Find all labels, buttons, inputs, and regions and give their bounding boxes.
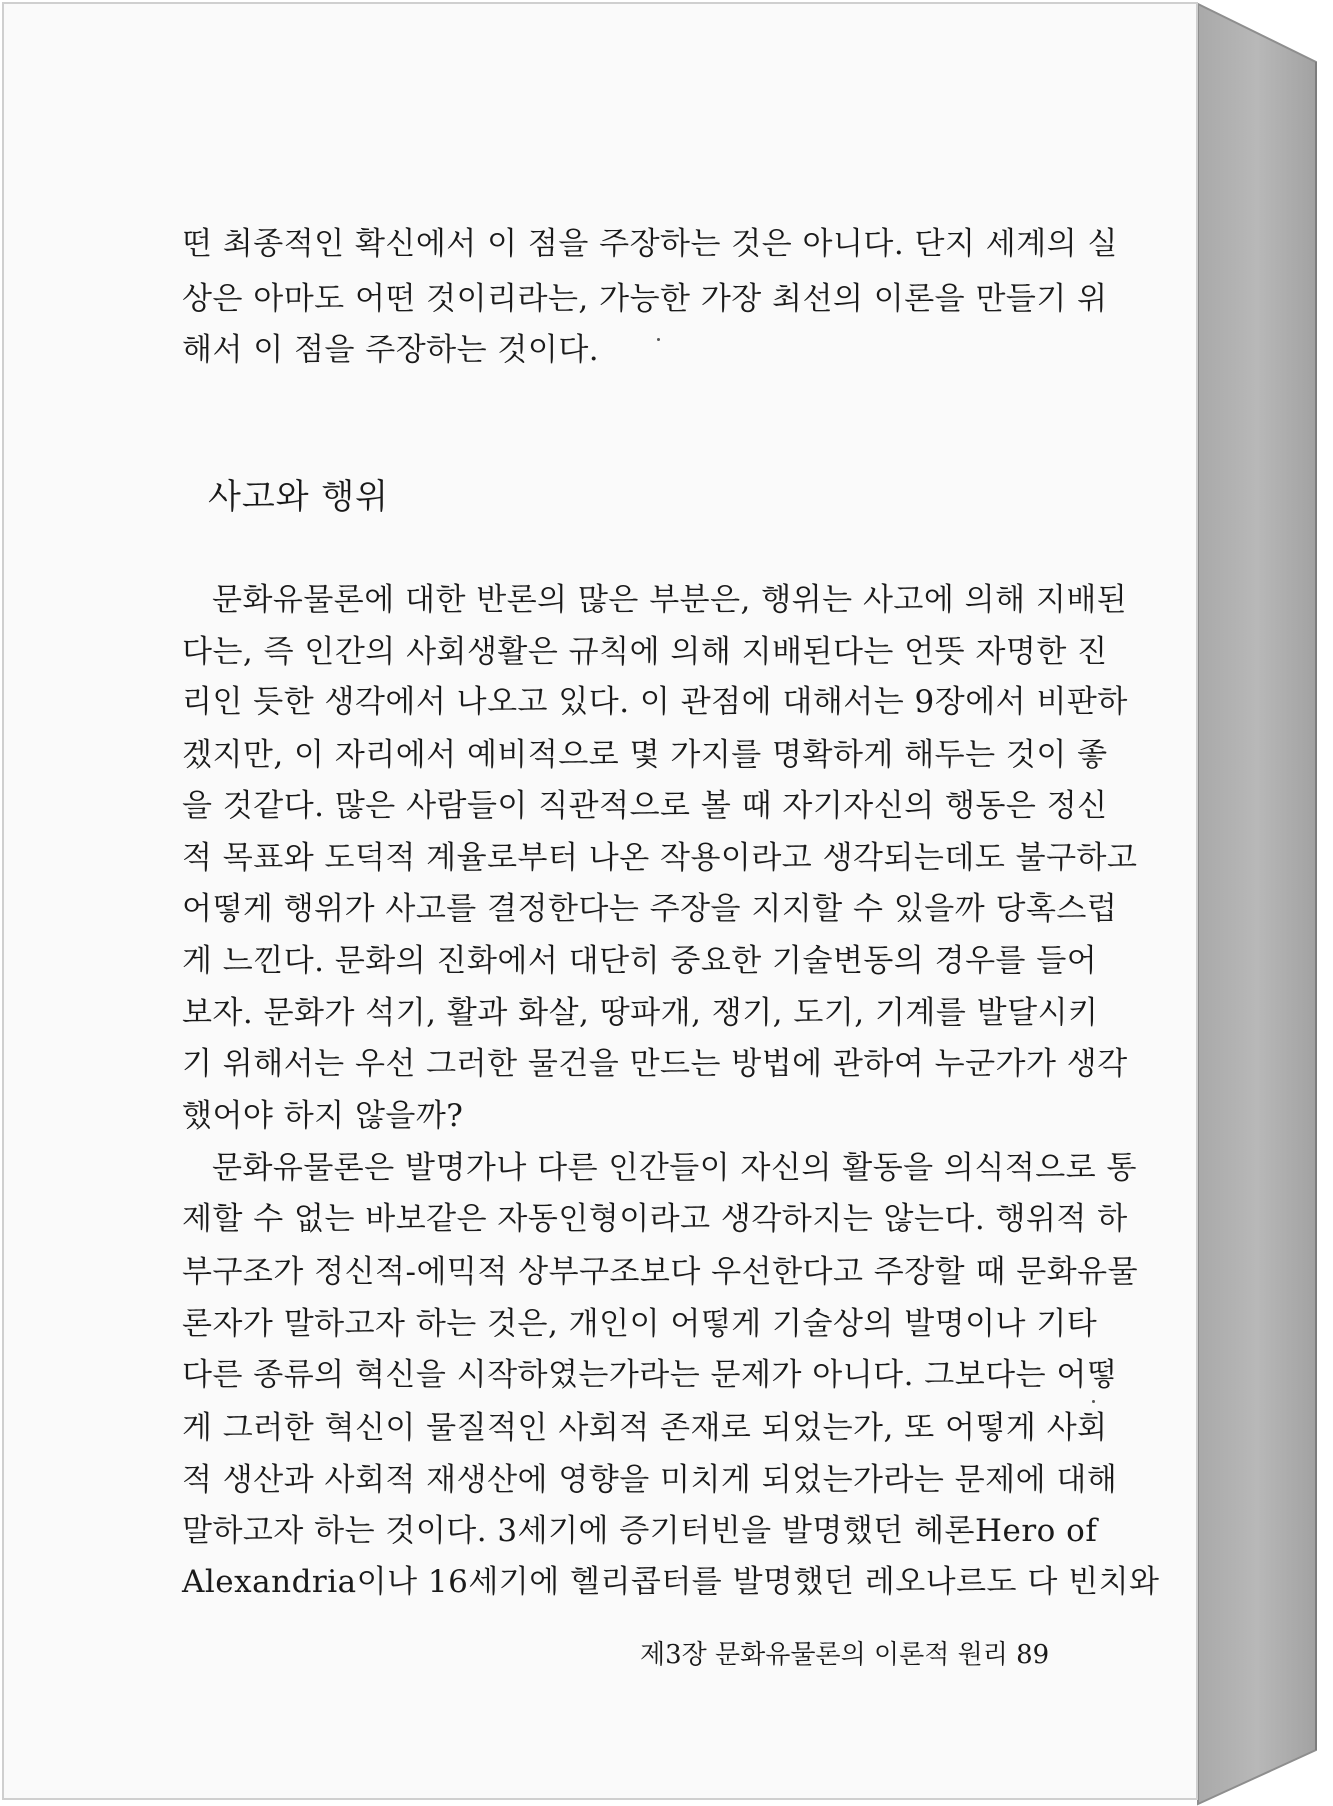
- paragraph-3-line-5: 다른 종류의 혁신을 시작하였는가라는 문제가 아니다. 그보다는 어떻: [182, 1357, 1118, 1393]
- paragraph-3-line-1: 문화유물론은 발명가나 다른 인간들이 자신의 활동을 의식적으로 통: [212, 1150, 1137, 1186]
- paragraph-1-line-2: 상은 아마도 어떤 것이리라는, 가능한 가장 최선의 이론을 만들기 위: [182, 281, 1108, 317]
- paragraph-3-line-2: 제할 수 없는 바보같은 자동인형이라고 생각하지는 않는다. 행위적 하: [182, 1201, 1128, 1237]
- paragraph-3-line-7: 적 생산과 사회적 재생산에 영향을 미치게 되었는가라는 문제에 대해: [182, 1462, 1118, 1498]
- paragraph-1-line-1: 떤 최종적인 확신에서 이 점을 주장하는 것은 아니다. 단지 세계의 실: [182, 226, 1118, 262]
- paragraph-3-line-6: 게 그러한 혁신이 물질적인 사회적 존재로 되었는가, 또 어떻게 사회: [182, 1410, 1108, 1446]
- section-heading: 사고와 행위: [208, 477, 390, 517]
- paragraph-2-line-3: 리인 듯한 생각에서 나오고 있다. 이 관점에 대해서는 9장에서 비판하: [182, 684, 1128, 720]
- paragraph-2-line-5: 을 것같다. 많은 사람들이 직관적으로 볼 때 자기자신의 행동은 정신: [182, 788, 1108, 824]
- paragraph-2-line-1: 문화유물론에 대한 반론의 많은 부분은, 행위는 사고에 의해 지배된: [212, 582, 1128, 618]
- paragraph-3-line-9: Alexandria이나 16세기에 헬리콥터를 발명했던 레오나르도 다 빈치와: [182, 1564, 1160, 1600]
- paragraph-1-line-3: 해서 이 점을 주장하는 것이다.: [182, 332, 600, 368]
- page-footer: 제3장 문화유물론의 이론적 원리 89: [640, 1640, 1050, 1670]
- paragraph-3-line-4: 론자가 말하고자 하는 것은, 개인이 어떻게 기술상의 발명이나 기타: [182, 1306, 1098, 1342]
- paragraph-3-line-3: 부구조가 정신적-에믹적 상부구조보다 우선한다고 주장할 때 문화유물: [182, 1254, 1139, 1290]
- paragraph-2-line-9: 보자. 문화가 석기, 활과 화살, 땅파개, 쟁기, 도기, 기계를 발달시키: [182, 995, 1099, 1031]
- paragraph-2-line-2: 다는, 즉 인간의 사회생활은 규칙에 의해 지배된다는 언뜻 자명한 진: [182, 634, 1108, 670]
- paragraph-2-line-10: 기 위해서는 우선 그러한 물건을 만드는 방법에 관하여 누군가가 생각: [182, 1046, 1128, 1082]
- paragraph-2-line-6: 적 목표와 도덕적 계율로부터 나온 작용이라고 생각되는데도 불구하고: [182, 840, 1138, 876]
- scan-speck: [657, 338, 660, 341]
- paragraph-2-line-4: 겠지만, 이 자리에서 예비적으로 몇 가지를 명확하게 해두는 것이 좋: [182, 737, 1108, 773]
- paragraph-3-line-8: 말하고자 하는 것이다. 3세기에 증기터빈을 발명했던 헤론Hero of: [182, 1513, 1098, 1549]
- paragraph-2-line-8: 게 느낀다. 문화의 진화에서 대단히 중요한 기술변동의 경우를 들어: [182, 943, 1098, 979]
- paragraph-2-line-11: 했어야 하지 않을까?: [182, 1098, 464, 1134]
- scan-speck: [1092, 1400, 1095, 1403]
- paragraph-2-line-7: 어떻게 행위가 사고를 결정한다는 주장을 지지할 수 있을까 당혹스럽: [182, 891, 1118, 927]
